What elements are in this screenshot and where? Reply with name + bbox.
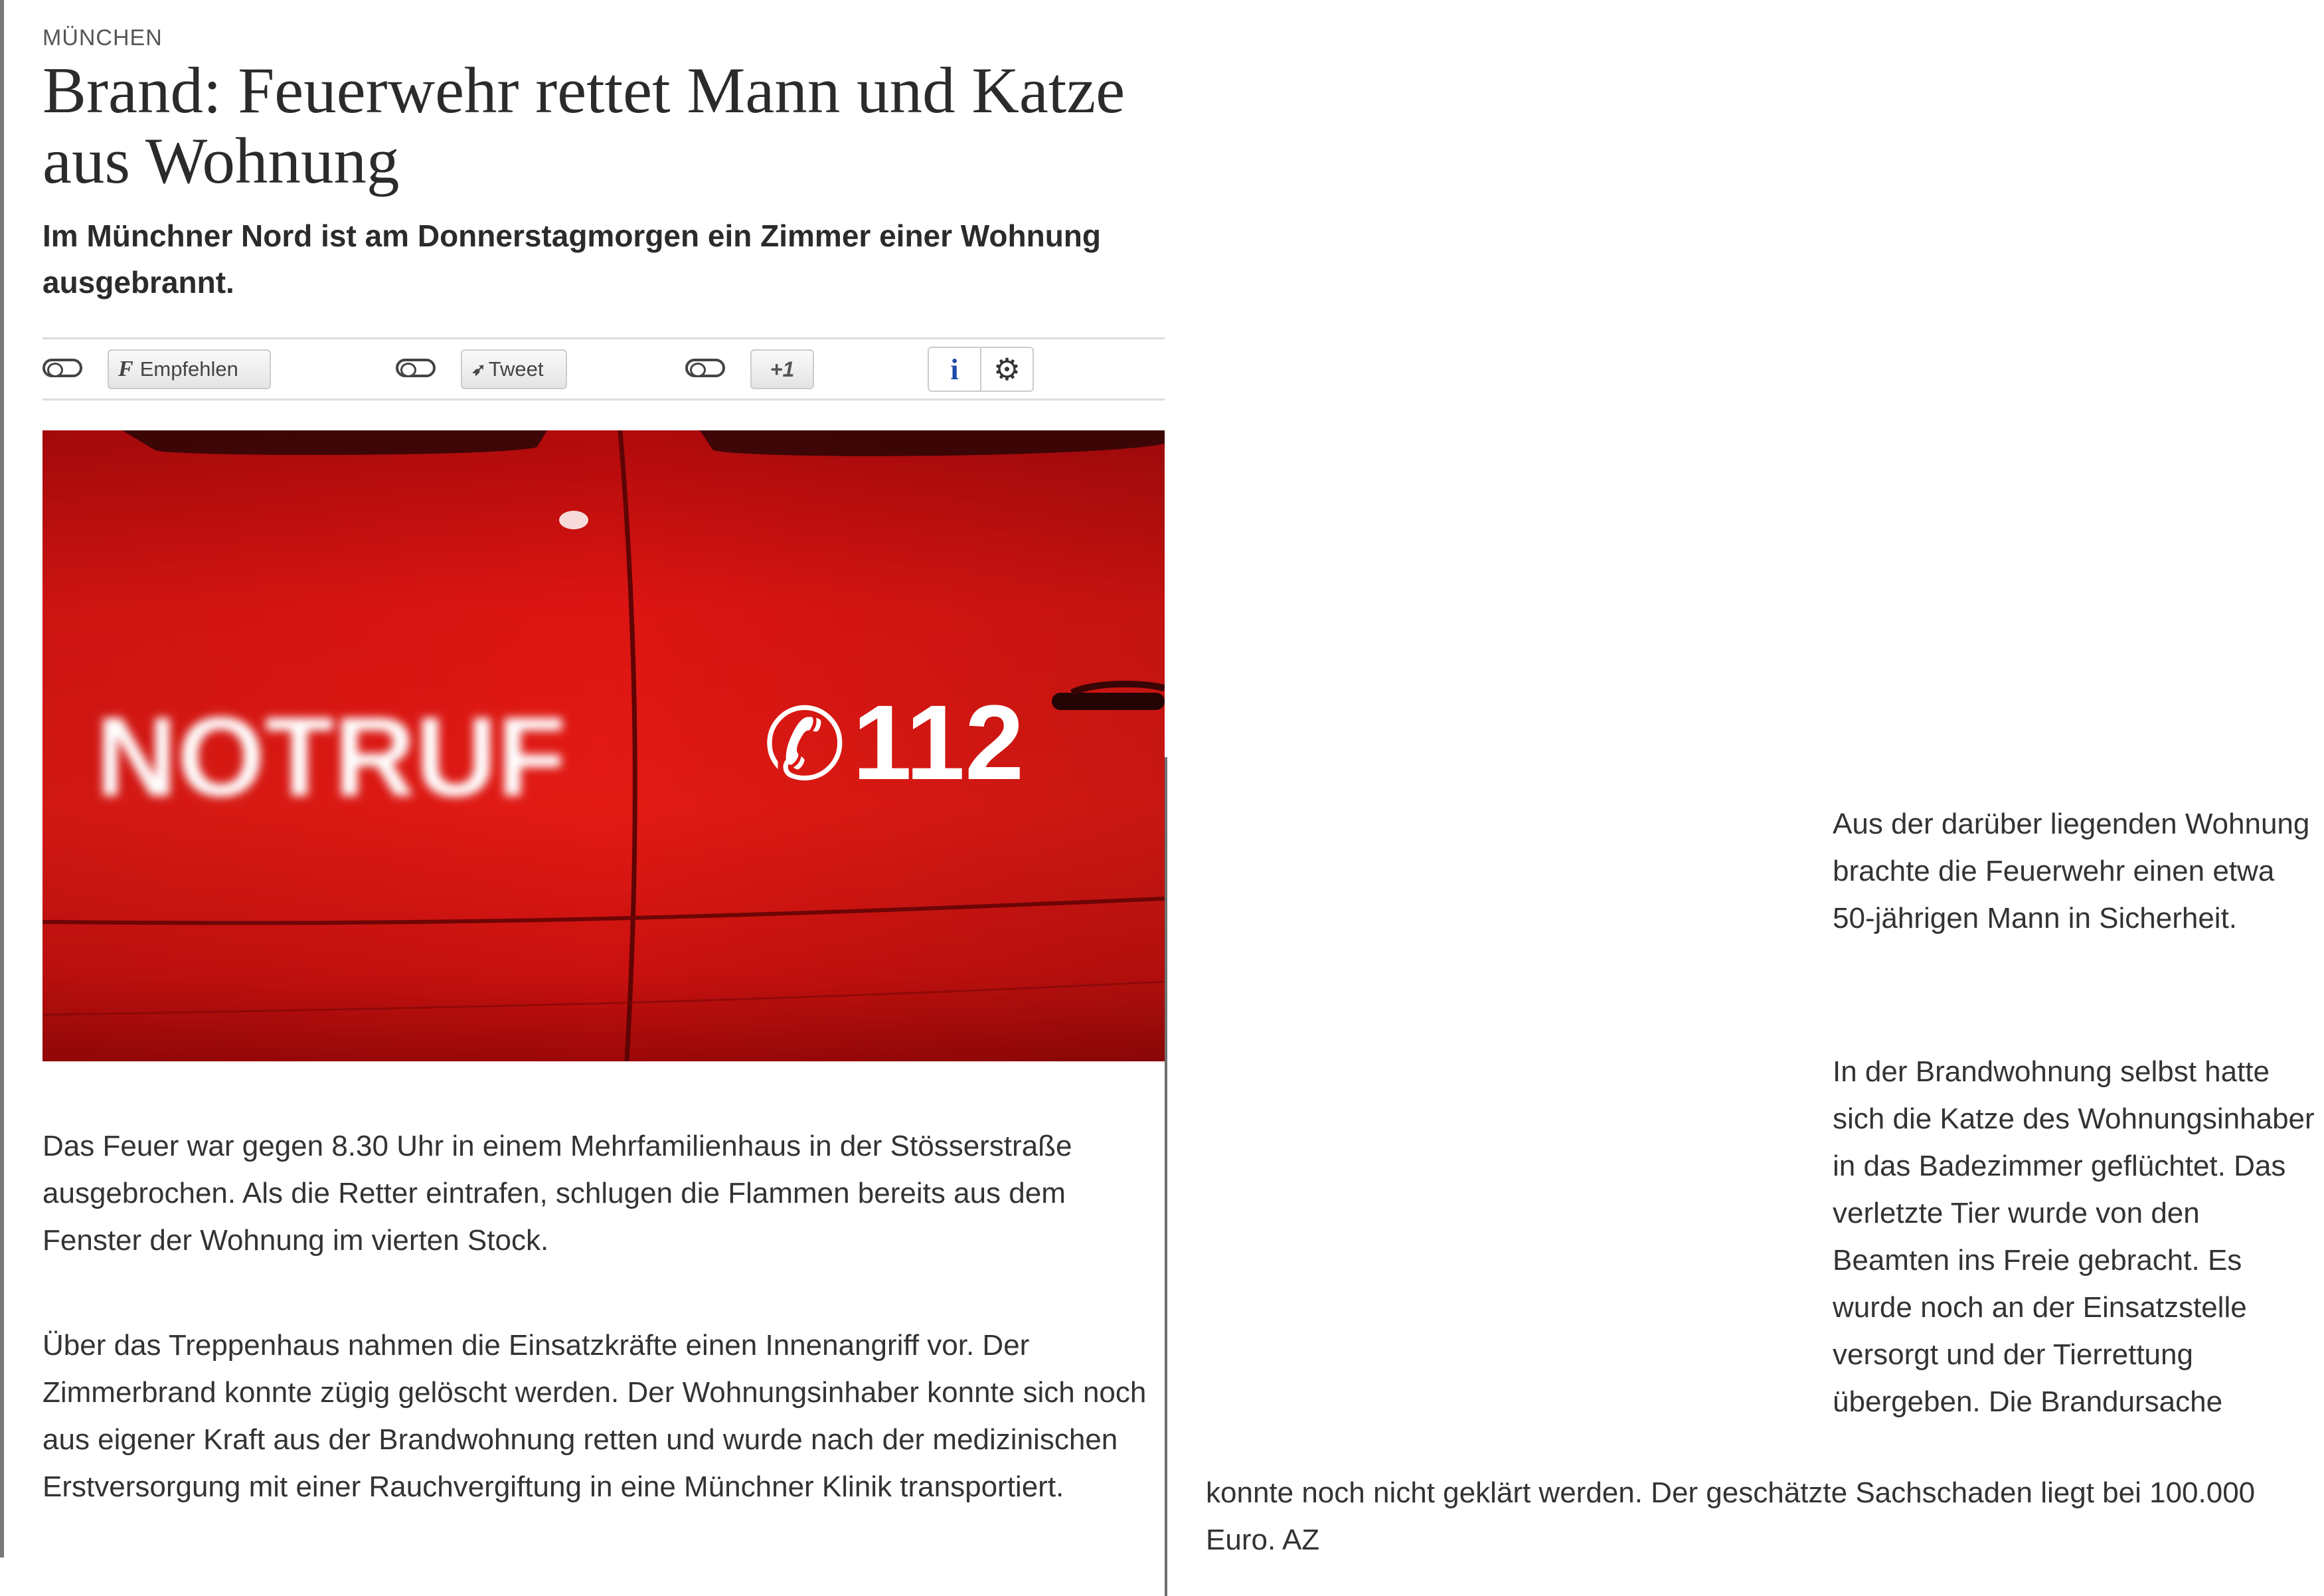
- social-share-bar: [42, 337, 1165, 401]
- column-divider: [1165, 757, 1167, 1596]
- page-edge-line: [0, 0, 4, 1557]
- gear-icon: ⚙: [993, 352, 1021, 387]
- article-teaser: Im Münchner Nord ist am Donnerstagmorgen ein Zimmer einer Wohnung ausgebrannt.: [42, 219, 1101, 300]
- info-icon: i: [950, 353, 959, 386]
- article-paragraph-4-continued: konnte noch nicht geklärt werden. Der geschätzte Sachschaden liegt bei 100.000 Euro. AZ: [1206, 1476, 2256, 1556]
- info-button[interactable]: [929, 348, 980, 391]
- section-label[interactable]: MÜNCHEN: [42, 25, 163, 50]
- article-headline: Brand: Feuerwehr rettet Mann und Katze aus Wohnung: [42, 54, 1125, 197]
- gplus-button[interactable]: [750, 349, 814, 389]
- settings-button[interactable]: [980, 348, 1033, 391]
- share-bar-bottom-rule: [42, 399, 1165, 400]
- article-paragraph-2: Über das Treppenhaus nahmen die Einsatzkräfte einen Innenangriff vor. Der Zimmerbrand konnte zügig gelöscht werden. Der Wohnungsinhaber konnte sich noch aus eigener Kraft aus der Brandwohnung retten und wurde nach der medizinischen Erstversorgung mit einer Rauchvergiftung in eine Münchner Klinik transportiert.: [42, 1329, 1147, 1503]
- share-info-settings-group: [928, 347, 1034, 392]
- article-paragraph-1: Das Feuer war gegen 8.30 Uhr in einem Mehrfamilienhaus in der Stösserstraße ausgebrochen. Als die Retter eintrafen, schlugen die Flammen bereits aus dem Fenster der Wohnung im vierten Stock.: [42, 1130, 1072, 1257]
- gplus-button-label: +1: [770, 357, 795, 381]
- twitter-bird-icon: ➶: [471, 359, 486, 379]
- fire-truck-door-image: [42, 430, 1165, 1061]
- left-window-edge: [122, 430, 547, 455]
- facebook-recommend-button[interactable]: [108, 349, 271, 389]
- tweet-button[interactable]: [461, 349, 567, 389]
- notruf-lettering: NOTRUF: [96, 694, 566, 820]
- emergency-number: 112: [853, 683, 1025, 802]
- article-paragraph-3: Aus der darüber liegenden Wohnung brachte die Feuerwehr einen etwa 50-jährigen Mann in Sicherheit.: [1833, 808, 2310, 934]
- phone-handset-icon: ✆: [763, 687, 847, 803]
- article-paragraph-4: In der Brandwohnung selbst hatte sich die Katze des Wohnungsinhaber in das Badezimmer geflüchtet. Das verletzte Tier wurde von den Beamten ins Freie gebracht. Es wurde noch an der Einsatzstelle versorgt und der Tierrettung übergeben. Die Brandursache: [1833, 1055, 2315, 1418]
- facebook-toggle-icon[interactable]: [42, 359, 82, 377]
- tweet-button-label: Tweet: [488, 357, 544, 381]
- gplus-toggle-icon[interactable]: [685, 359, 725, 377]
- article-photo: [42, 430, 1165, 1061]
- twitter-toggle-icon[interactable]: [396, 359, 436, 377]
- facebook-f-icon: F: [118, 357, 133, 381]
- facebook-button-label: Empfehlen: [139, 357, 238, 381]
- door-handle: [1052, 693, 1165, 710]
